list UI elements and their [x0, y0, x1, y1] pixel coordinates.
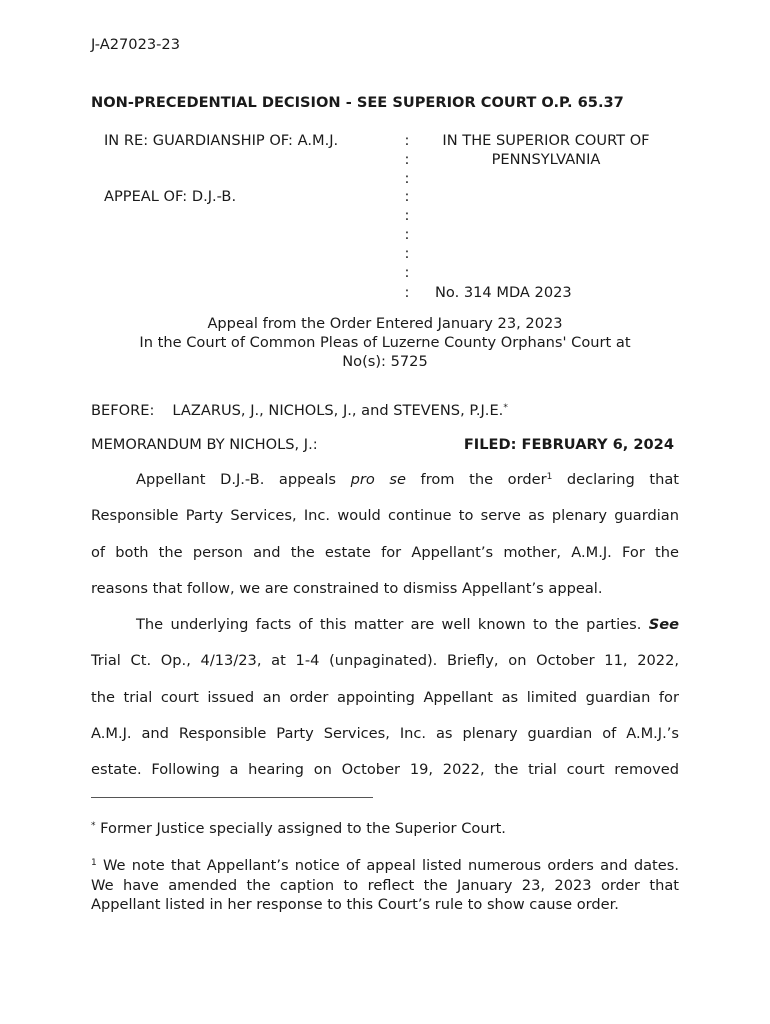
footnote-text: Former Justice specially assigned to the Superior Court.	[95, 820, 506, 837]
body-paragraph-1	[91, 462, 679, 607]
text-span: from the order	[405, 471, 547, 488]
footnote-1-ref: 1	[546, 472, 553, 482]
caption-in-re: IN RE: GUARDIANSHIP OF: A.M.J.	[104, 132, 339, 149]
footnote-line	[91, 819, 679, 839]
text-line: Trial Ct. Op., 4/13/23, at 1-4 (unpaginated). Briefly, on October 11, 2022,	[91, 652, 679, 670]
caption-colon: :	[404, 207, 410, 224]
text-line	[91, 462, 679, 498]
text-line: Responsible Party Services, Inc. would continue to serve as plenary guardian	[91, 507, 679, 525]
footnote-line: We have amended the caption to reflect the January 23, 2023 order that	[91, 876, 679, 894]
see-signal: See	[648, 616, 679, 633]
text-line	[91, 607, 679, 643]
caption-colon: :	[404, 188, 410, 205]
text-line: estate. Following a hearing on October 19, 2022, the trial court removed	[91, 761, 679, 779]
footnote-line	[91, 856, 679, 876]
filed-date: FILED: FEBRUARY 6, 2024	[463, 436, 674, 453]
appeal-info-line3: No(s): 5725	[342, 353, 428, 370]
decision-heading: NON-PRECEDENTIAL DECISION - SEE SUPERIOR COURT O.P. 65.37	[91, 94, 624, 111]
caption-colon: :	[404, 151, 410, 168]
caption-colon: :	[404, 170, 410, 187]
caption-court-line2: PENNSYLVANIA	[491, 151, 601, 168]
memorandum-author: MEMORANDUM BY NICHOLS, J.:	[91, 436, 318, 453]
text-line: A.M.J. and Responsible Party Services, Inc. as plenary guardian of A.M.J.’s	[91, 724, 679, 742]
case-number: No. 314 MDA 2023	[435, 284, 572, 301]
text-line: the trial court issued an order appointing Appellant as limited guardian for	[91, 688, 679, 706]
panel-judges: LAZARUS, J., NICHOLS, J., and STEVENS, P.J.E.	[172, 402, 504, 419]
body-paragraph-2	[91, 607, 679, 788]
footnote-star-ref: *	[503, 403, 508, 413]
footnote-1	[91, 856, 679, 915]
footnote-line: Appellant listed in her response to this Court’s rule to show cause order.	[91, 896, 619, 913]
footnote-star	[91, 819, 679, 839]
footnote-marker: 1	[91, 858, 97, 868]
text-span: The underlying facts of this matter are well known to the parties.	[136, 616, 649, 633]
caption-court-line1: IN THE SUPERIOR COURT OF	[442, 132, 650, 149]
text-line: reasons that follow, we are constrained to dismiss Appellant’s appeal.	[91, 579, 603, 597]
text-span: Appellant D.J.-B. appeals	[136, 471, 351, 488]
appeal-info-line1: Appeal from the Order Entered January 23, 2023	[207, 315, 563, 332]
before-line	[91, 402, 508, 419]
caption-appeal-of: APPEAL OF: D.J.-B.	[104, 188, 237, 205]
caption-colon: :	[404, 226, 410, 243]
footnote-marker: *	[91, 821, 96, 831]
before-label: BEFORE:	[91, 402, 155, 419]
caption-colon: :	[404, 284, 410, 301]
caption-colon: :	[404, 264, 410, 281]
text-span: declaring that	[552, 471, 679, 488]
caption-colon: :	[404, 132, 410, 149]
text-line: of both the person and the estate for Appellant’s mother, A.M.J. For the	[91, 543, 679, 561]
caption-colon: :	[404, 245, 410, 262]
footnote-text: We note that Appellant’s notice of appeal listed numerous orders and dates.	[96, 857, 679, 874]
pro-se-italic: pro se	[350, 471, 406, 488]
appeal-info-line2: In the Court of Common Pleas of Luzerne County Orphans' Court at	[139, 334, 631, 351]
docket-number: J-A27023-23	[91, 36, 180, 53]
footnote-divider	[91, 797, 373, 798]
